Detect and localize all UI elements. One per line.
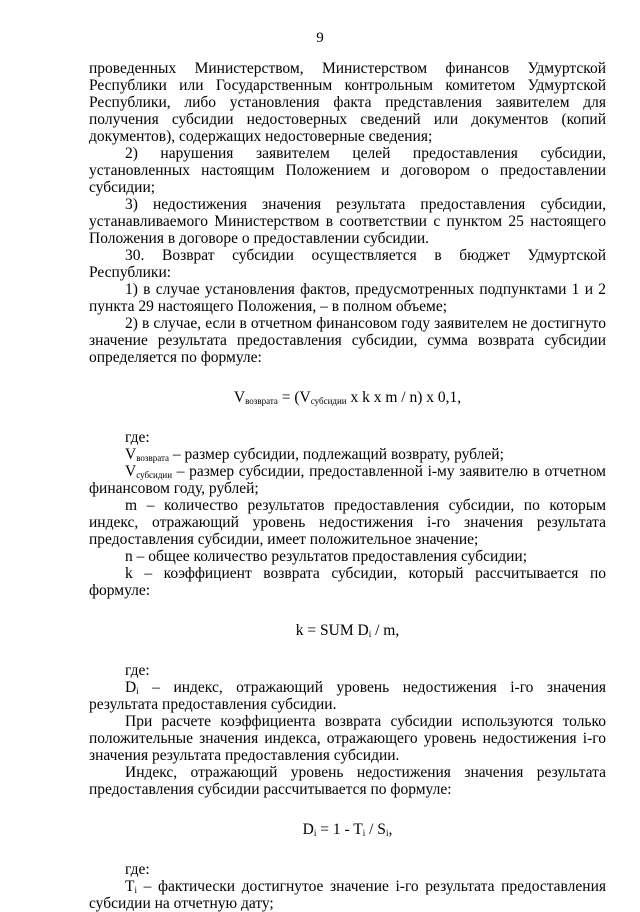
paragraph: 30. Возврат субсидии осуществляется в бюджет Удмуртской Республики: (89, 247, 606, 281)
definition: $V_{субсидии}$ – размер субсидии, предоставленной i-му заявителю в отчетном финансовом году, рублей; (89, 463, 606, 497)
paragraph: проведенных Министерством, Министерством финансов Удмуртской Республики или Государственным контрольным комитетом Удмуртской Республики, либо установления факта представления заявителем для получения субсидии недостоверных сведений или документов (копий документов), содержащих недостоверные сведения; (89, 60, 606, 145)
page-number: 9 (316, 30, 324, 46)
definition: k – коэффициент возврата субсидии, который рассчитывается по формуле: (89, 565, 606, 599)
definition: n – общее количество результатов предоставления субсидии; (125, 548, 528, 565)
where-label: где: (125, 861, 150, 878)
where-label: где: (125, 662, 150, 679)
where-label: где: (125, 429, 150, 446)
document-body (89, 60, 606, 912)
definition: $V_{возврата}$ – размер субсидии, подлежащий возврату, рублей; (125, 446, 504, 463)
paragraph: 2) в случае, если в отчетном финансовом году заявителем не достигнуто значение результата предоставления субсидии, сумма возврата субсидии определяется по формуле: (89, 315, 606, 366)
paragraph: При расчете коэффициента возврата субсидии используются только положительные значения индекса, отражающего уровень недостижения i-го значения результата предоставления субсидии. (89, 713, 606, 764)
definition: $D_i$ – индекс, отражающий уровень недостижения i-го значения результата предоставления субсидии. (89, 679, 606, 713)
definition: $T_i$ – фактически достигнутое значение i-го результата предоставления субсидии на отчетную дату; (89, 878, 606, 912)
formula-coefficient: k = SUM $D_i$ / m, (295, 622, 400, 639)
definition: m – количество результатов предоставления субсидии, по которым индекс, отражающий уровень недостижения i-го значения результата предоставления субсидии, имеет положительное значение; (89, 497, 606, 548)
paragraph: Индекс, отражающий уровень недостижения значения результата предоставления субсидии рассчитывается по формуле: (89, 764, 606, 798)
formula-return-amount: $V_{возврата} = (V_{субсидии}$ x k x m / n) x 0,1, (233, 389, 462, 406)
paragraph: 1) в случае установления фактов, предусмотренных подпунктами 1 и 2 пункта 29 настоящего Положения, – в полном объеме; (89, 281, 606, 315)
paragraph: 3) недостижения значения результата предоставления субсидии, устанавливаемого Министерством в соответствии с пунктом 25 настоящего Положения в договоре о предоставлении субсидии. (89, 196, 606, 247)
formula-index: $D_i = 1 - T_i / S_i$, (302, 821, 393, 838)
paragraph: 2) нарушения заявителем целей предоставления субсидии, установленных настоящим Положением и договором о предоставлении субсидии; (89, 145, 606, 196)
